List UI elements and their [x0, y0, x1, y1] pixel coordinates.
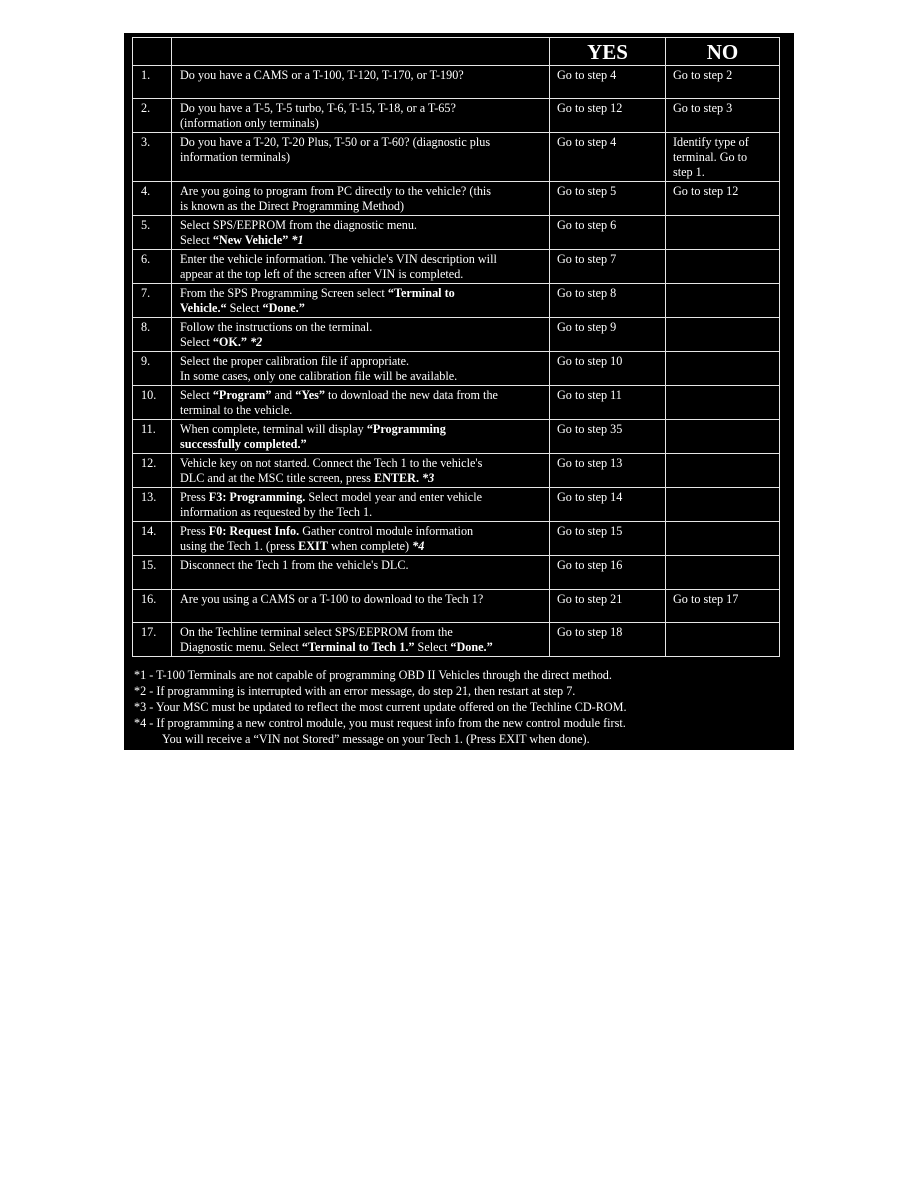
step-number: 12. — [133, 454, 172, 488]
no-action — [666, 420, 780, 454]
table-row — [133, 182, 780, 216]
no-action — [666, 216, 780, 250]
step-number: 15. — [133, 556, 172, 590]
footnote-4: *4 - If programming a new control module, you must request info from the new control module first. — [134, 716, 626, 730]
step-instruction: Are you going to program from PC directly to the vehicle? (this is known as the Direct Programming Method) — [172, 182, 550, 216]
table-row — [133, 133, 780, 182]
step-number: 1. — [133, 66, 172, 99]
no-action — [666, 250, 780, 284]
step-number: 10. — [133, 386, 172, 420]
no-action — [666, 318, 780, 352]
yes-action: Go to step 21 — [550, 590, 666, 623]
step-number: 7. — [133, 284, 172, 318]
no-action: Go to step 2 — [666, 66, 780, 99]
table-row — [133, 216, 780, 250]
table-row — [133, 352, 780, 386]
no-action — [666, 522, 780, 556]
header-step-number — [133, 38, 172, 66]
table-row — [133, 99, 780, 133]
footnote-4-continued: You will receive a “VIN not Stored” message on your Tech 1. (Press EXIT when done). — [162, 732, 590, 746]
step-instruction: On the Techline terminal select SPS/EEPROM from the Diagnostic menu. Select “Terminal to Tech 1.” Select “Done.” — [172, 623, 550, 657]
programming-steps-table — [132, 37, 780, 657]
step-number: 11. — [133, 420, 172, 454]
header-yes: YES — [550, 38, 666, 66]
yes-action: Go to step 18 — [550, 623, 666, 657]
yes-action: Go to step 35 — [550, 420, 666, 454]
step-number: 3. — [133, 133, 172, 182]
table-row — [133, 284, 780, 318]
step-number: 2. — [133, 99, 172, 133]
table-row — [133, 66, 780, 99]
step-instruction: Do you have a T-5, T-5 turbo, T-6, T-15, T-18, or a T-65? (information only terminals) — [172, 99, 550, 133]
step-instruction: Follow the instructions on the terminal. Select “OK.” *2 — [172, 318, 550, 352]
step-number: 17. — [133, 623, 172, 657]
step-instruction: Enter the vehicle information. The vehicle's VIN description will appear at the top left of the screen after VIN is completed. — [172, 250, 550, 284]
step-number: 16. — [133, 590, 172, 623]
step-instruction: Select the proper calibration file if appropriate. In some cases, only one calibration file will be available. — [172, 352, 550, 386]
yes-action: Go to step 15 — [550, 522, 666, 556]
step-number: 5. — [133, 216, 172, 250]
yes-action: Go to step 12 — [550, 99, 666, 133]
step-instruction: Do you have a T-20, T-20 Plus, T-50 or a T-60? (diagnostic plus information terminals) — [172, 133, 550, 182]
step-number: 9. — [133, 352, 172, 386]
step-instruction: Press F0: Request Info. Gather control module information using the Tech 1. (press EXIT when complete) *4 — [172, 522, 550, 556]
no-action — [666, 556, 780, 590]
table-row — [133, 386, 780, 420]
yes-action: Go to step 4 — [550, 66, 666, 99]
step-instruction: Press F3: Programming. Select model year and enter vehicle information as requested by the Tech 1. — [172, 488, 550, 522]
header-no: NO — [666, 38, 780, 66]
no-action — [666, 488, 780, 522]
footnote-3: *3 - Your MSC must be updated to reflect the most current update offered on the Techline CD-ROM. — [134, 700, 627, 714]
step-instruction: Select SPS/EEPROM from the diagnostic menu. Select “New Vehicle” *1 — [172, 216, 550, 250]
table-row — [133, 454, 780, 488]
no-action: Go to step 17 — [666, 590, 780, 623]
header-row — [133, 38, 780, 66]
programming-procedure-panel — [124, 33, 794, 750]
footnote-2: *2 - If programming is interrupted with an error message, do step 21, then restart at step 7. — [134, 684, 576, 698]
step-instruction: Vehicle key on not started. Connect the Tech 1 to the vehicle's DLC and at the MSC title screen, press ENTER. *3 — [172, 454, 550, 488]
yes-action: Go to step 8 — [550, 284, 666, 318]
no-action — [666, 386, 780, 420]
no-action — [666, 284, 780, 318]
footnote-1: *1 - T-100 Terminals are not capable of programming OBD II Vehicles through the direct method. — [134, 668, 612, 682]
step-number: 14. — [133, 522, 172, 556]
yes-action: Go to step 10 — [550, 352, 666, 386]
step-number: 13. — [133, 488, 172, 522]
step-instruction: Disconnect the Tech 1 from the vehicle's DLC. — [172, 556, 550, 590]
table-row — [133, 623, 780, 657]
step-instruction: Select “Program” and “Yes” to download the new data from the terminal to the vehicle. — [172, 386, 550, 420]
no-action: Go to step 3 — [666, 99, 780, 133]
table-row — [133, 556, 780, 590]
yes-action: Go to step 16 — [550, 556, 666, 590]
yes-action: Go to step 6 — [550, 216, 666, 250]
step-number: 4. — [133, 182, 172, 216]
no-action — [666, 623, 780, 657]
step-number: 8. — [133, 318, 172, 352]
no-action: Identify type of terminal. Go to step 1. — [666, 133, 780, 182]
no-action: Go to step 12 — [666, 182, 780, 216]
table-row — [133, 318, 780, 352]
table-row — [133, 522, 780, 556]
yes-action: Go to step 7 — [550, 250, 666, 284]
header-question — [172, 38, 550, 66]
table-row — [133, 420, 780, 454]
yes-action: Go to step 4 — [550, 133, 666, 182]
no-action — [666, 352, 780, 386]
step-instruction: From the SPS Programming Screen select “Terminal to Vehicle.“ Select “Done.” — [172, 284, 550, 318]
yes-action: Go to step 9 — [550, 318, 666, 352]
no-action — [666, 454, 780, 488]
step-number: 6. — [133, 250, 172, 284]
yes-action: Go to step 11 — [550, 386, 666, 420]
yes-action: Go to step 13 — [550, 454, 666, 488]
step-instruction: Are you using a CAMS or a T-100 to download to the Tech 1? — [172, 590, 550, 623]
step-instruction: When complete, terminal will display “Programming successfully completed.” — [172, 420, 550, 454]
step-instruction: Do you have a CAMS or a T-100, T-120, T-170, or T-190? — [172, 66, 550, 99]
table-row — [133, 590, 780, 623]
yes-action: Go to step 5 — [550, 182, 666, 216]
table-row — [133, 488, 780, 522]
table-row — [133, 250, 780, 284]
footnotes — [134, 667, 784, 747]
yes-action: Go to step 14 — [550, 488, 666, 522]
